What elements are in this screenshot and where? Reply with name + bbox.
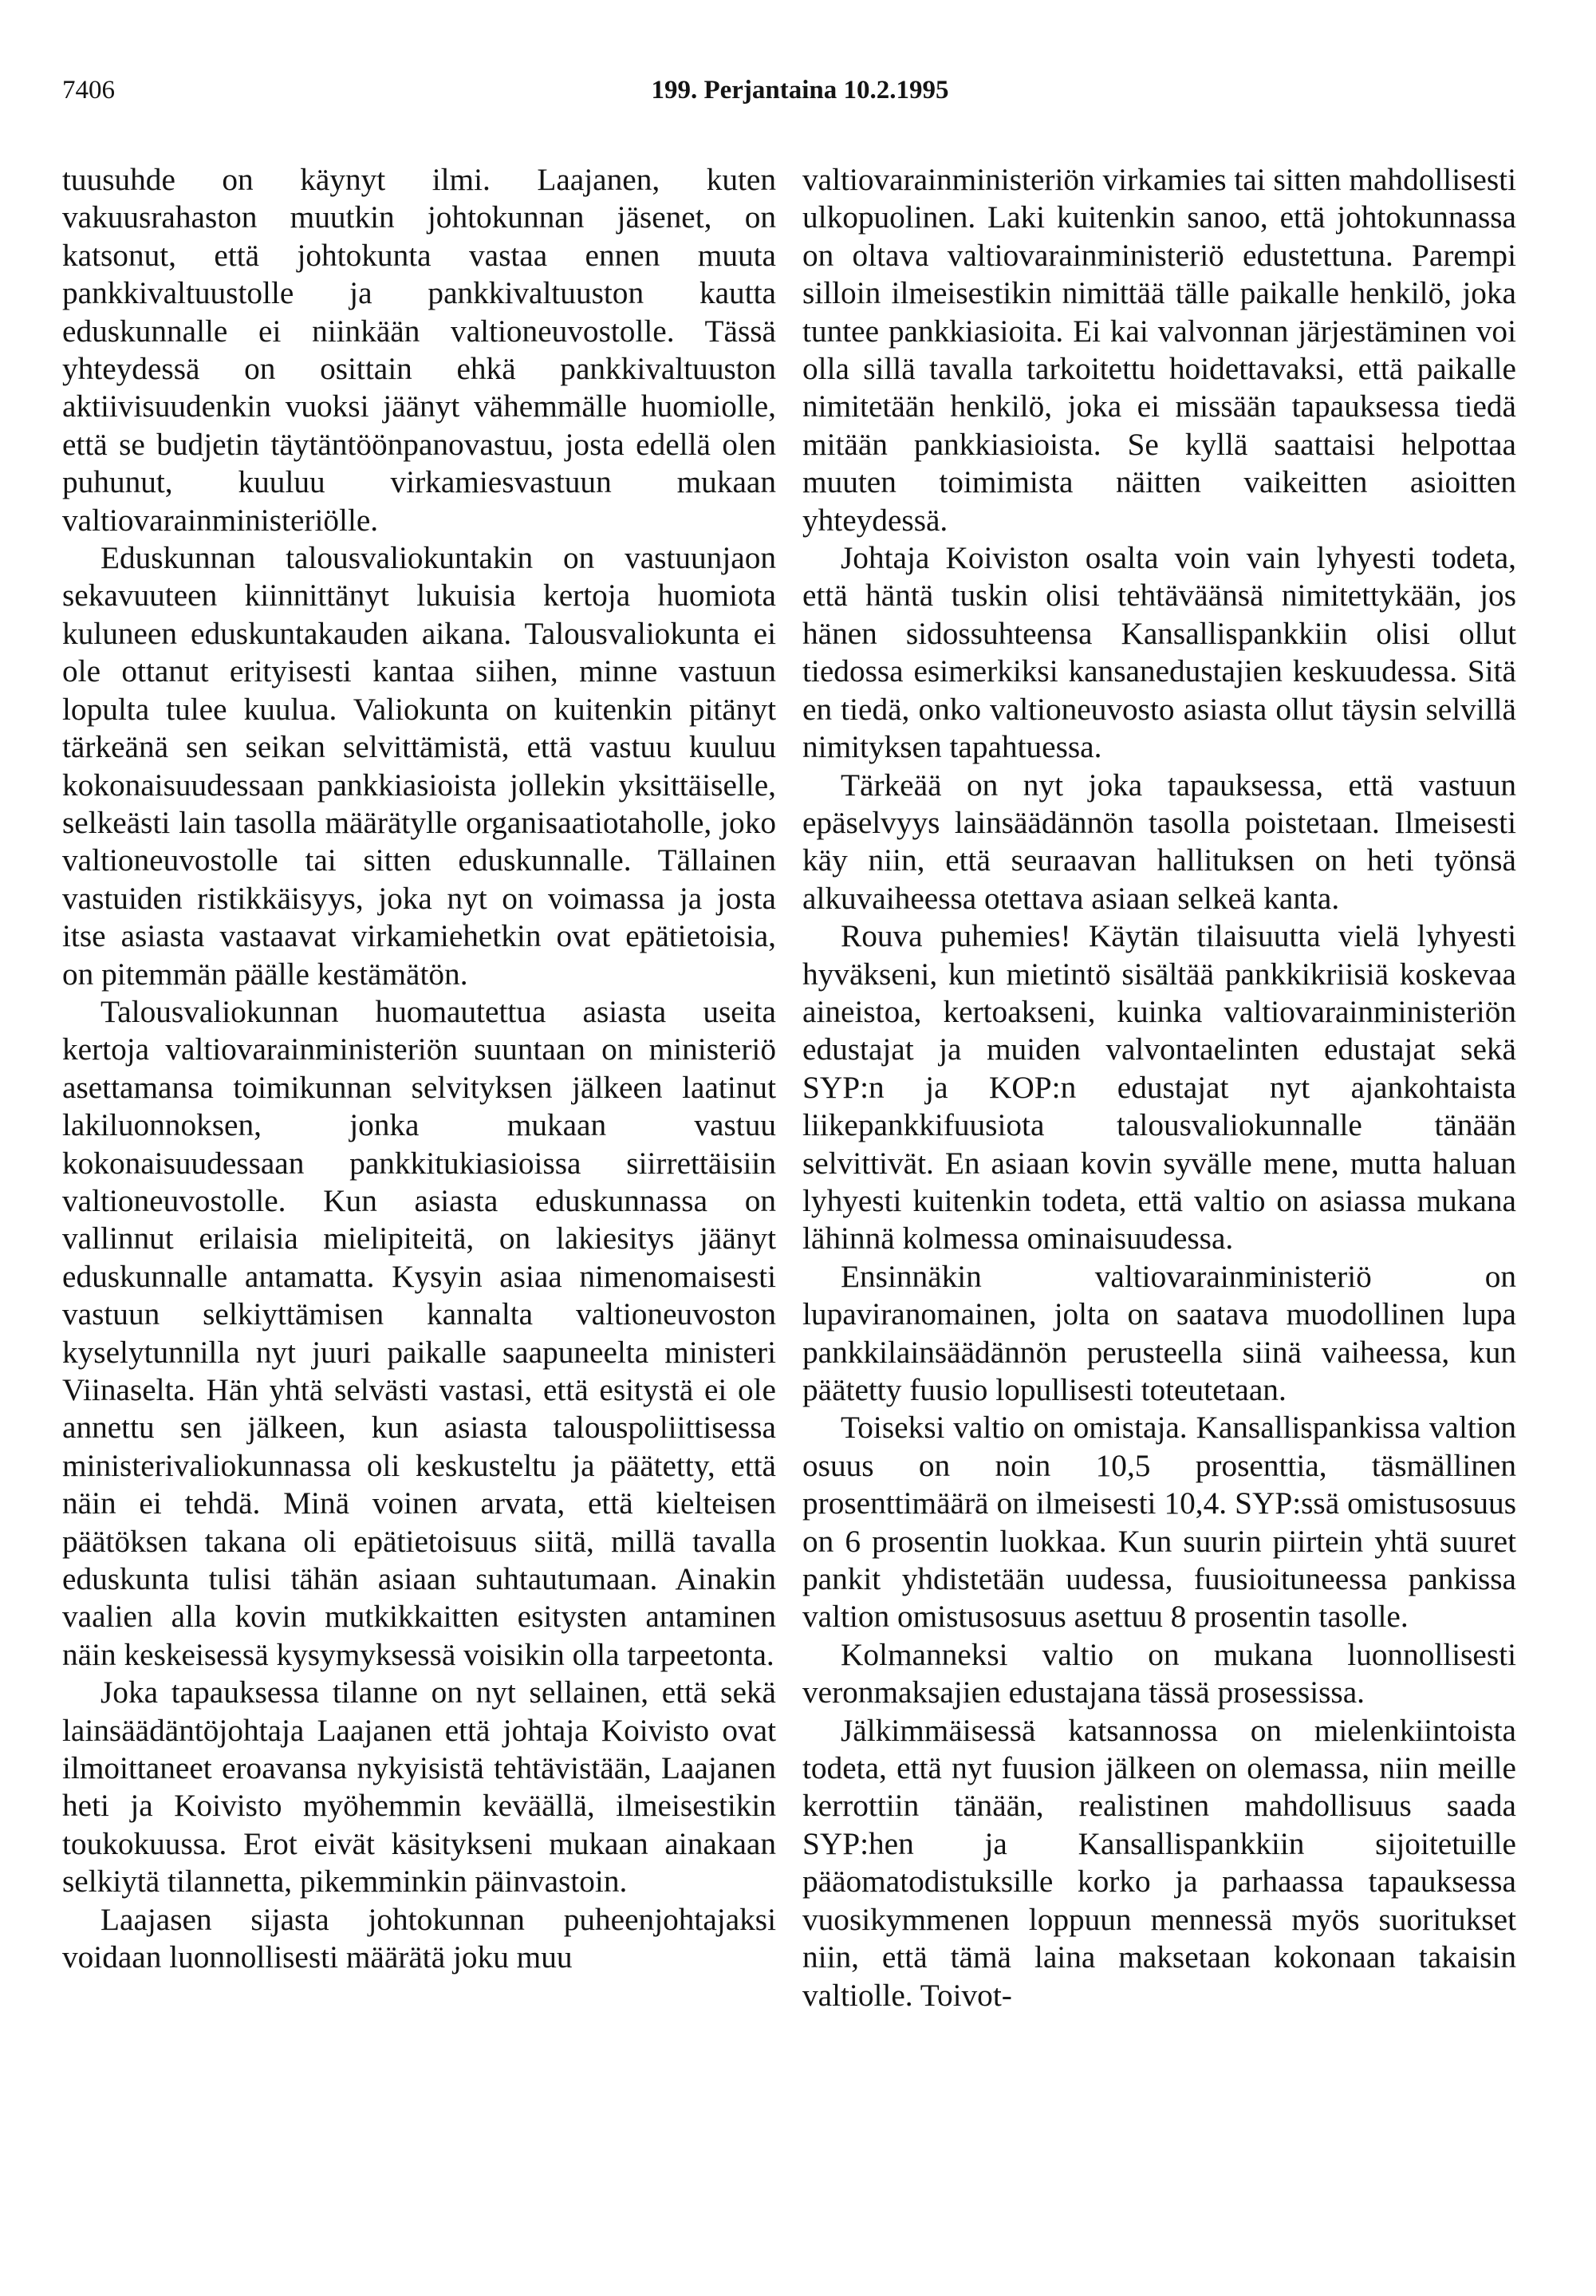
paragraph: Toiseksi valtio on omistaja. Kansallispankissa valtion osuus on noin 10,5 prosenttia, täsmällinen prosenttimäärä on ilmeisesti 10,4. SYP:ssä omistusosuus on 6 prosentin luokkaa. Kun suurin piirtein yhtä suuret pankit yhdistetään uudessa, fuusioituneessa pankissa valtion omistusosuus asettuu 8 prosentin tasolle. [802, 1410, 1516, 1635]
paragraph: valtiovarainministeriön virkamies tai sitten mahdollisesti ulkopuolinen. Laki kuitenkin sanoo, että johtokunnassa on oltava valtiovarainministeriö edustettuna. Parempi silloin ilmeisestikin nimittää tälle paikalle henkilö, joka tuntee pankkiasioita. Ei kai valvonnan järjestäminen voi olla sillä tavalla tarkoitettu hoidettavaksi, että paikalle nimitetään henkilö, joka ei missään tapauksessa tiedä mitään pankkiasioista. Se kyllä saattaisi helpottaa muuten toimimista näitten vaikeitten asioitten yhteydessä. [802, 162, 1516, 538]
paragraph: Tärkeää on nyt joka tapauksessa, että vastuun epäselvyys lainsäädännön tasolla poistetaan. Ilmeisesti käy niin, että seuraavan hallituksen on heti työnsä alkuvaiheessa otettava asiaan selkeä kanta. [802, 767, 1516, 916]
paragraph: Eduskunnan talousvaliokuntakin on vastuunjaon sekavuuteen kiinnittänyt lukuisia kertoja huomiota kuluneen eduskuntakauden aikana. Talousvaliokunta ei ole ottanut erityisesti kantaa siihen, minne vastuun lopulta tulee kuulua. Valiokunta on kuitenkin pitänyt tärkeänä sen seikan selvittämistä, että vastuu kuuluu kokonaisuudessaan pankkiasioista jollekin yksittäiselle, selkeästi lain tasolla määrätylle organisaatiotaholle, joko valtioneuvostolle tai sitten eduskunnalle. Tällainen vastuiden ristikkäisyys, joka nyt on voimassa ja josta itse asiasta vastaavat virkamiehetkin ovat epätietoisia, on pitemmän päälle kestämätön. [62, 540, 776, 992]
paragraph: Talousvaliokunnan huomautettua asiasta useita kertoja valtiovarainministeriön suuntaan on ministeriö asettamansa toimikunnan selvityksen jälkeen laatinut lakiluonnoksen, jonka mukaan vastuu kokonaisuudessaan pankkitukiasioissa siirrettäisiin valtioneuvostolle. Kun asiasta eduskunnassa on vallinnut erilaisia mielipiteitä, on lakiesitys jäänyt eduskunnalle antamatta. Kysyin asiaa nimenomaisesti vastuun selkiyttämisen kannalta valtioneuvoston kyselytunnilla nyt juuri paikalle saapuneelta ministeri Viinaselta. Hän yhtä selvästi vastasi, että esitystä ei ole annettu sen jälkeen, kun asiasta talouspoliittisessa ministerivaliokunnassa oli keskusteltu ja päätetty, että näin ei tehdä. Minä voinen arvata, että kielteisen päätöksen takana oli epätietoisuus siitä, millä tavalla eduskunta tulisi tähän asiaan suhtautumaan. Ainakin vaalien alla kovin mutkikkaitten esitysten antaminen näin keskeisessä kysymyksessä voisikin olla tarpeetonta. [62, 993, 776, 1672]
paragraph: Johtaja Koiviston osalta voin vain lyhyesti todeta, että häntä tuskin olisi tehtäväänsä nimitettykään, jos hänen sidossuhteensa Kansallispankkiin olisi ollut tiedossa esimerkiksi kansanedustajien keskuudessa. Sitä en tiedä, onko valtioneuvosto asiasta ollut täysin selvillä nimityksen tapahtuessa. [802, 540, 1516, 765]
paragraph: Rouva puhemies! Käytän tilaisuutta vielä lyhyesti hyväkseni, kun mietintö sisältää pankkikriisiä koskevaa aineistoa, kertoakseni, kuinka valtiovarainministeriön edustajat ja muiden valvontaelinten edustajat sekä SYP:n ja KOP:n edustajat nyt ajankohtaista liikepankkifuusiota talousvaliokunnalle tänään selvittivät. En asiaan kovin syvälle mene, mutta haluan lyhyesti kuitenkin todeta, että valtio on asiassa mukana lähinnä kolmessa ominaisuudessa. [802, 918, 1516, 1256]
paragraph: Kolmanneksi valtio on mukana luonnollisesti veronmaksajien edustajana tässä prosessissa. [802, 1636, 1516, 1710]
left-column [62, 161, 776, 2251]
running-head: 199. Perjantaina 10.2.1995 [651, 76, 949, 105]
page-header [62, 70, 1538, 110]
page-number: 7406 [62, 76, 115, 105]
paragraph: Laajasen sijasta johtokunnan puheenjohtajaksi voidaan luonnollisesti määrätä joku muu [62, 1901, 776, 1975]
paragraph: Ensinnäkin valtiovarainministeriö on lupaviranomainen, jolta on saatava muodollinen lupa pankkilainsäädännön perusteella siinä vaiheessa, kun päätetty fuusio lopullisesti toteutetaan. [802, 1258, 1516, 1407]
paragraph: Jälkimmäisessä katsannossa on mielenkiintoista todeta, että nyt fuusion jälkeen on olemassa, niin meille kerrottiin tänään, realistinen mahdollisuus saada SYP:hen ja Kansallispankkiin sijoitetuille pääomatodistuksille korko ja parhaassa tapauksessa vuosikymmenen loppuun mennessä myös suoritukset niin, että tämä laina maksetaan kokonaan takaisin valtiolle. Toivot- [802, 1712, 1516, 2013]
right-column [802, 161, 1516, 2251]
paragraph: tuusuhde on käynyt ilmi. Laajanen, kuten vakuusrahaston muutkin johtokunnan jäsenet, on katsonut, että johtokunta vastaa ennen muuta pankkivaltuustolle ja pankkivaltuuston kautta eduskunnalle ei niinkään valtioneuvostolle. Tässä yhteydessä on osittain ehkä pankkivaltuuston aktiivisuudenkin vuoksi jäänyt vähemmälle huomiolle, että se budjetin täytäntöönpanovastuu, josta edellä olen puhunut, kuuluu virkamiesvastuun mukaan valtiovarainministeriölle. [62, 162, 776, 538]
paragraph: Joka tapauksessa tilanne on nyt sellainen, että sekä lainsäädäntöjohtaja Laajanen että johtaja Koivisto ovat ilmoittaneet eroavansa nykyisistä tehtävistään, Laajanen heti ja Koivisto myöhemmin keväällä, ilmeisestikin toukokuussa. Erot eivät käsitykseni mukaan ainakaan selkiytä tilannetta, pikemminkin päinvastoin. [62, 1675, 776, 1900]
